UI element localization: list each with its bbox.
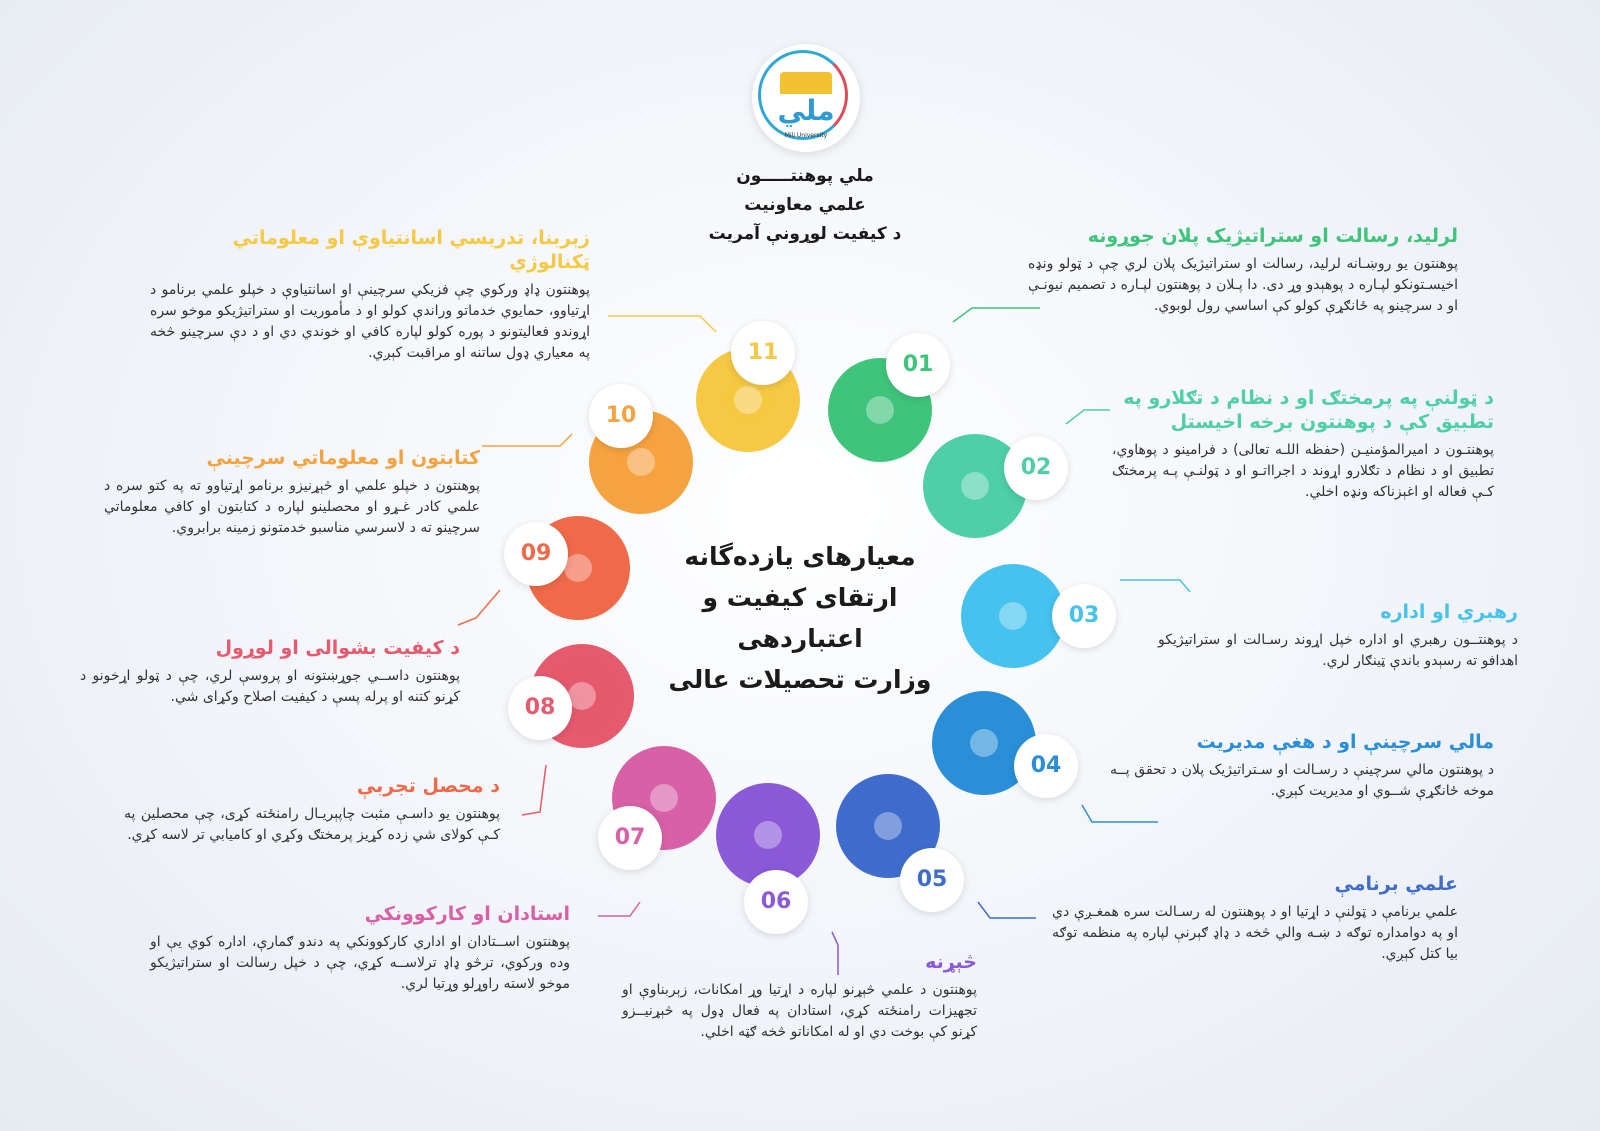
number-badge-08: 08 — [508, 676, 572, 740]
connector-line-01 — [953, 308, 1040, 322]
criterion-body: پوهنتون داســي جوړښتونه او پروسې لري، چې د ټولو اړخونو د کړنو کتنه او پرله پسې د کیفیت اصلاح وکړای شي. — [80, 668, 460, 705]
criterion-09 — [124, 774, 500, 846]
connector-line-11 — [608, 316, 716, 332]
ring-core — [970, 729, 998, 757]
number-badge-01: 01 — [886, 333, 950, 397]
ring-core — [754, 821, 782, 849]
number-badge-04: 04 — [1014, 734, 1078, 798]
ring-core — [961, 472, 989, 500]
criterion-04 — [1110, 730, 1494, 802]
criterion-body: پوهنتون د علمي څېړنو لپاره د اړتیا وړ امکانات، زېربناوې او تجهیزات رامنځته کړي، استادان په فعال ډول په څېړنیــزو کړنو کې بوخت دي او له امکاناتو څخه ګټه اخلي. — [622, 982, 977, 1040]
connector-line-09 — [458, 590, 500, 625]
criterion-05 — [1052, 872, 1458, 965]
number-badge-09: 09 — [504, 522, 568, 586]
criterion-title: د محصل تجربې — [356, 775, 500, 797]
criterion-title: کتابتون او معلوماتي سرچینې — [206, 447, 480, 469]
number-badge-05: 05 — [900, 848, 964, 912]
number-badge-10: 10 — [589, 384, 653, 448]
criterion-10 — [104, 446, 480, 539]
ring-core — [564, 554, 592, 582]
book-icon — [780, 72, 832, 94]
criterion-body: پوهنتون یو داسـې مثبت چاپېریـال رامنځته کړی، چې محصلین په کـې کولای شي زده کړیز پرمختګ وکړي او کامیابي تر لاسه کړي. — [124, 806, 500, 843]
number-badge-03: 03 — [1052, 584, 1116, 648]
criterion-body: پوهنتـون د امیرالمؤمنیـن (حفظه اللـه تعالی) د فرامینو د پوهاوي، تطبیق او د نظام د تګلارو اړوند د اجرااتـو او د ټولنـې پـه پرمختګ کـې فعاله او اغېزناکه ونډه اخلي. — [1112, 442, 1494, 500]
center-title-line-4: وزارت تحصیلات عالی — [668, 665, 932, 694]
criterion-body: د پوهنتون مالي سرچینې د رسـالت او سـتراتیژیک پلان د تحقق پــه موخه ځانګړې شــوي او مدیریت کېږي. — [1110, 762, 1494, 799]
connector-line-05 — [978, 902, 1036, 918]
criterion-11 — [150, 226, 590, 364]
connector-line-07 — [598, 902, 640, 916]
number-badge-06: 06 — [744, 870, 808, 934]
center-title-line-3: اعتباردهی — [737, 624, 863, 653]
ring-core — [568, 682, 596, 710]
criterion-title: رهبري او اداره — [1380, 601, 1518, 623]
criterion-title: استادان او کارکوونکي — [364, 903, 570, 925]
criterion-08 — [80, 636, 460, 708]
criterion-07 — [150, 902, 570, 995]
number-badge-11: 11 — [731, 321, 795, 385]
number-badge-07: 07 — [598, 806, 662, 870]
criterion-body: پوهنتون د خپلو علمي او څېړنیزو برنامو اړتیاوو ته په کتو سره د علمي کادر غـړو او محصلینو لپاره د کتابتون او کافي معلوماتي سرچینو ته د لاسرسي مناسبو خدمتونو زمینه برابروي. — [104, 478, 480, 536]
criterion-06 — [622, 950, 977, 1043]
ring-core — [650, 784, 678, 812]
ring-core — [734, 386, 762, 414]
ring-core — [874, 812, 902, 840]
criterion-body: پوهنتون ډاډ ورکوي چې فزیکي سرچینې او اسانتیاوې د خپلو علمي برنامو د اړتیاوو، حمایوي خدماتو وراندې کولو او د مأموریت او ستراتیژیکو موخو سره اړوندو فعالیتونو د پوره کولو لپاره کافي او خوندي دي او د دې سرچینو څخه په معیاري ډول ساتنه او مراقبت کېږي. — [150, 282, 590, 361]
connector-line-04 — [1082, 805, 1158, 822]
criterion-title: علمي برنامې — [1334, 873, 1458, 895]
connector-line-08 — [522, 765, 546, 815]
university-logo — [752, 44, 860, 152]
connector-line-03 — [1120, 580, 1190, 592]
header-office: د کیفیت لوړونې آمریت — [708, 224, 902, 244]
criterion-title: د کیفیت بشوالی او لوړول — [215, 637, 460, 659]
criterion-body: پوهنتون یو روښـانه لرلید، رسالت او ستراتیژیک پلان لري چې د ټولو ونډه اخیسـتونکو لپـاره د پوهېدو وړ دی. دا پـلان د پوهنتون لپـاره د تصمیم نیونـې او د سرچینو په ځانګړې کولو کې اساسي رول لوبوي. — [1028, 256, 1458, 314]
criterion-title: زېربنا، تدریسي اسانتیاوې او معلوماتي ټکنالوژي — [232, 227, 590, 273]
criterion-body: د پوهنتــون رهبري او اداره خپل اړوند رسـالت او ستراتیژیکو اهدافو ته رسېدو باندې ټینګار لري. — [1158, 632, 1518, 669]
criterion-02 — [1112, 386, 1494, 503]
criterion-title: څېړنه — [925, 951, 977, 973]
header-department: علمي معاونیت — [744, 195, 866, 215]
criterion-title: لرلید، رسالت او ستراتیژیک پلان جوړونه — [1087, 225, 1458, 247]
logo-text: ملي — [777, 94, 835, 127]
ring-core — [627, 448, 655, 476]
center-title-line-2: ارتقای کیفیت و — [702, 583, 898, 612]
ring-core — [999, 602, 1027, 630]
ring-core — [866, 396, 894, 424]
criterion-body: علمي برنامې د ټولنې د اړتیا او د پوهنتون له رسـالت سره همغـږې دي او په دوامداره توګه د ښـه والي څخه د ډاډ ګېرنې لپاره په منظمه توګه بیا کتل کېږي. — [1052, 904, 1458, 962]
criterion-body: پوهنتون اســتادان او اداري کارکوونکي په دندو ګمارې، اداره کوي یې او وده ورکوي، ترڅو ډاډ ترلاســه کړي، چې د خپل رسالت او ستراتیژیکو موخو لاسته راوړلو وړتیا لري. — [150, 934, 570, 992]
criterion-ring-03 — [961, 564, 1065, 668]
logo-subtext: Mili University — [784, 132, 828, 139]
number-badge-02: 02 — [1004, 436, 1068, 500]
criterion-title: مالي سرچینې او د هغې مدیریت — [1196, 731, 1494, 753]
connector-line-10 — [482, 434, 572, 446]
header-university: ملي پوهنتـــــون — [736, 166, 874, 186]
criterion-01 — [1028, 224, 1458, 317]
center-title-line-1: معیارهای یازده‌گانه — [684, 542, 916, 571]
criterion-03 — [1158, 600, 1518, 672]
criterion-title: د ټولنې په پرمختګ او د نظام د تګلارو په تطبیق کې د پوهنتون برخه اخیستل — [1123, 387, 1494, 433]
center-title — [660, 536, 940, 700]
connector-line-02 — [1066, 410, 1110, 424]
